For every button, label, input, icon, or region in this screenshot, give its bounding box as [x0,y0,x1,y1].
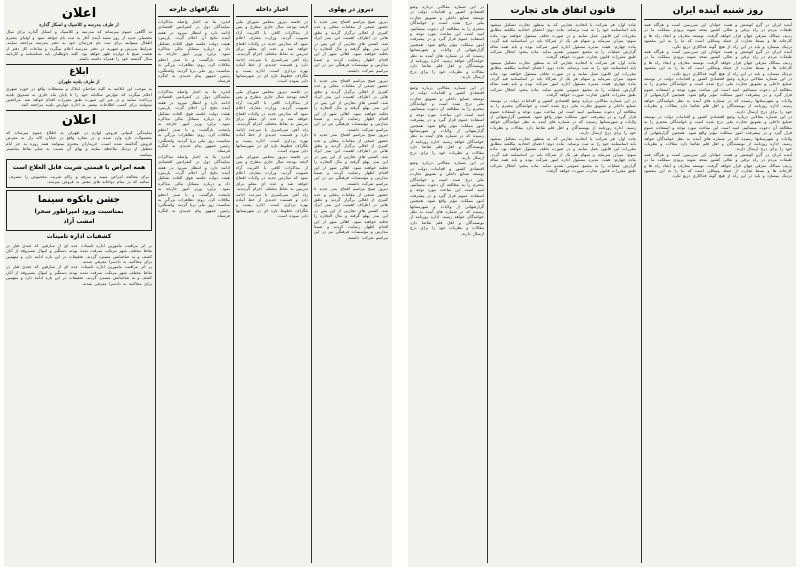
discoveries-body: بر اثر مراقبت مامورین اداره تامینات عده ای از سارقین که چندی قبل در نقاط مختلف شهر مرتکب سرقت شده بودند دستگیر و اموال مسروقه از آنان کشف و به صاحبانش مسترد گردید. تحقیقات در این باره ادامه دارد و متهمین برای محاکمه به دادسرا معرفی شدند. [6,242,152,264]
trade-law-body-cont3: ماده اول: هر شرکت یا اتحادیه تجارتی که به منظور تجارت تشکیل میشود باید اساسنامه خود را به ثبت برساند. ماده دوم: اعضای اتحادیه مکلفند مطابق مقررات این قانون عمل نمایند و در صورت تخلف مسئول خواهند بود. ماده سوم: میزان سرمایه و سهام هر یک از شرکاء باید در اساسنامه قید گردد. ماده چهارم: هیئت مدیره مسئول اداره امور شرکت بوده و باید همه ساله گزارش عملیات را به مجمع عمومی تقدیم نماید. ماده پنجم: انحلال شرکت طبق مقررات قانون تجارت صورت خواهد گرفت. [490,135,636,173]
column-iran-tomorrow [644,4,792,563]
column-pahlavi [314,4,388,563]
trade-law-body: ماده اول: هر شرکت یا اتحادیه تجارتی که به منظور تجارت تشکیل میشود باید اساسنامه خود را به ثبت برساند. ماده دوم: اعضای اتحادیه مکلفند مطابق مقررات این قانون عمل نمایند و در صورت تخلف مسئول خواهند بود. ماده سوم: میزان سرمایه و سهام هر یک از شرکاء باید در اساسنامه قید گردد. ماده چهارم: هیئت مدیره مسئول اداره امور شرکت بوده و باید همه ساله گزارش عملیات را به مجمع عمومی تقدیم نماید. ماده پنجم: انحلال شرکت طبق مقررات قانون تجارت صورت خواهد گرفت. [490,22,636,60]
page-gutter [392,0,408,567]
misc-body-cont: در این شماره مقالاتی درباره وضع اقتصادی کشور و اقدامات دولت در توسعه صنایع داخلی و تشویق تجارت ملی درج شده است و خوانندگان محترم را به مطالعه آن دعوت مینمائیم. امید است این مباحث مورد توجه و استفاده عموم قرار گیرد و در پیشرفت امور مملکت مؤثر واقع شود. همچنین گزارشهائی از ولایات و شهرستانها رسیده که در شماره های آینده به نظر خوانندگان خواهد رسید. اداره روزنامه از نویسندگان و اهل قلم تقاضا دارد مقالات و نظریات خود را برای درج ارسال دارند. [410,84,484,160]
domestic-body-cont2: در جلسه دیروز مجلس شورای ملی لایحه بودجه سال جاری مطرح و پس از مذاکرات کافی با اکثریت آراء تصویب گردید. وزارت معارف اعلام نمود که مدارس جدید در ولایات افتتاح خواهد شد و عده ای معلم برای تدریس به نقاط مختلف اعزام گردیدند. راه آهن سرتاسری با سرعت ادامه دارد و قسمت جدیدی از خط آماده بهره برداری است. اداره پست و تلگراف خطوط تازه ای در شهرستانها دایر نموده است. [236,153,308,219]
notice-heading: ابلاغ [69,66,89,77]
notice-subtitle: از طرف بلدیه طهران [58,79,100,85]
foreign-body-cont2: لندن: بنا به اخبار واصله مذاکرات نمایندگان دول در کنفرانس اقتصادی ادامه دارد و انتظار میرود در هفته آینده نتایج آن اعلام گردد. پاریس: هیئت دولت جلسه فوق العاده تشکیل داد و درباره مسائل مالی مذاکره نمود. برلن: وزیر امور خارجه به پایتخت بازگشت و با صدر اعظم ملاقات کرد. روم: تظاهرات بزرگی به مناسبت روز ملی برپا گردید. واشنگتن: رئیس جمهور پیام جدیدی به کنگره فرستاد. [158,153,230,219]
discoveries-body-cont: بر اثر مراقبت مامورین اداره تامینات عده ای از سارقین که چندی قبل در نقاط مختلف شهر مرتکب سرقت شده بودند دستگیر و اموال مسروقه از آنان کشف و به صاحبانش مسترد گردید. تحقیقات در این باره ادامه دارد و متهمین برای محاکمه به دادسرا معرفی شدند. [6,264,152,286]
announcement-1-title: از طرف مدرسه و کلاسیک و اسکار گذاره [39,23,119,28]
trade-law-body-cont: ماده اول: هر شرکت یا اتحادیه تجارتی که به منظور تجارت تشکیل میشود باید اساسنامه خود را به ثبت برساند. ماده دوم: اعضای اتحادیه مکلفند مطابق مقررات این قانون عمل نمایند و در صورت تخلف مسئول خواهند بود. ماده سوم: میزان سرمایه و سهام هر یک از شرکاء باید در اساسنامه قید گردد. ماده چهارم: هیئت مدیره مسئول اداره امور شرکت بوده و باید همه ساله گزارش عملیات را به مجمع عمومی تقدیم نماید. ماده پنجم: انحلال شرکت طبق مقررات قانون تجارت صورت خواهد گرفت. [490,59,636,98]
iran-tomorrow-heading: روز شنبه آینده ایران [672,6,764,16]
celebration-line3: امشب آزاد [63,217,95,225]
pahlavi-body-cont2: دیروز صبح مراسم افتتاح بندر جدید با حضور جمعی از مقامات محلی و عده کثیری از اهالی برگزار گردید و نطق هائی در اطراف اهمیت این بندر ایراد شد. کشتی های تجارتی از این پس در این بندر پهلو گرفته و مال التجاره را تخلیه خواهند نمود. اهالی شهر از این اقدام اظهار رضایت کردند و ضمنا مدارس و مؤسسات فرهنگی نیز در این مراسم شرکت داشتند. [314,132,388,186]
discoveries-heading: کشفیات اداره تامینات [46,232,112,240]
right-newspaper-page [408,0,796,567]
announcement-2-heading: اعلان [61,112,97,128]
celebration-line2: بمناسبت ورود امپراطور سحرا [34,207,124,215]
announcement-1-body: به آگاهی عموم میرساند که مدرسه و کلاسیک و اسکار گذاره برای سال تحصیلی جدید از روز شنبه آینده آغاز به ثبت نام خواهد نمود و اولیای محترم اطفال میتوانند برای ثبت نام فرزندان خود به دفتر مدرسه مراجعه نمایند. شرایط پذیرش و شهریه در دفتر مدرسه اعلام میگردد و ساعات کار دفتر از هشت صبح تا دوازده ظهر خواهد بود. کلیه داوطلبان باید شناسنامه و کارنامه سال گذشته خود را همراه داشته باشند. [6,29,152,62]
pahlavi-body-cont: دیروز صبح مراسم افتتاح بندر جدید با حضور جمعی از مقامات محلی و عده کثیری از اهالی برگزار گردید و نطق هائی در اطراف اهمیت این بندر ایراد شد. کشتی های تجارتی از این پس در این بندر پهلو گرفته و مال التجاره را تخلیه خواهند نمود. اهالی شهر از این اقدام اظهار رضایت کردند و ضمنا مدارس و مؤسسات فرهنگی نیز در این مراسم شرکت داشتند. [314,78,388,132]
trade-law-body-cont2: در این شماره مقالاتی درباره وضع اقتصادی کشور و اقدامات دولت در توسعه صنایع داخلی و تشویق تجارت ملی درج شده است و خوانندگان محترم را به مطالعه آن دعوت مینمائیم. امید است این مباحث مورد توجه و استفاده عموم قرار گیرد و در پیشرفت امور مملکت مؤثر واقع شود. همچنین گزارشهائی از ولایات و شهرستانها رسیده که در شماره های آینده به نظر خوانندگان خواهد رسید. اداره روزنامه از نویسندگان و اهل قلم تقاضا دارد مقالات و نظریات خود را برای درج ارسال دارند. [490,97,636,136]
domestic-body: در جلسه دیروز مجلس شورای ملی لایحه بودجه سال جاری مطرح و پس از مذاکرات کافی با اکثریت آراء تصویب گردید. وزارت معارف اعلام نمود که مدارس جدید در ولایات افتتاح خواهد شد و عده ای معلم برای تدریس به نقاط مختلف اعزام گردیدند. راه آهن سرتاسری با سرعت ادامه دارد و قسمت جدیدی از خط آماده بهره برداری است. اداره پست و تلگراف خطوط تازه ای در شهرستانها دایر نموده است. [236,19,308,84]
foreign-heading: تلگرافهای خارجه [169,6,219,13]
iran-tomorrow-body-cont2: در این شماره مقالاتی درباره وضع اقتصادی کشور و اقدامات دولت در توسعه صنایع داخلی و تشویق تجارت ملی درج شده است و خوانندگان محترم را به مطالعه آن دعوت مینمائیم. امید است این مباحث مورد توجه و استفاده عموم قرار گیرد و در پیشرفت امور مملکت مؤثر واقع شود. همچنین گزارشهائی از ولایات و شهرستانها رسیده که در شماره های آینده به نظر خوانندگان خواهد رسید. اداره روزنامه از نویسندگان و اهل قلم تقاضا دارد مقالات و نظریات خود را برای درج ارسال دارند. [644,76,792,114]
iran-tomorrow-body: آینده ایران در گرو کوشش و همت جوانان این سرزمین است و هرگاه همه طبقات مردم در راه ترقی و تعالی کشور متحد شوند بزودی مملکت ما در ردیف ممالک مترقی جهان قرار خواهد گرفت. توسعه معارف و ایجاد راه ها و کارخانه ها و بسط تجارت از جمله وسائلی است که ما را به این مقصود نزدیک میسازد و باید در این راه از هیچ گونه فداکاری دریغ نکرد. [644,22,792,49]
column-foreign [158,4,230,563]
foreign-body: لندن: بنا به اخبار واصله مذاکرات نمایندگان دول در کنفرانس اقتصادی ادامه دارد و انتظار میرود در هفته آینده نتایج آن اعلام گردد. پاریس: هیئت دولت جلسه فوق العاده تشکیل داد و درباره مسائل مالی مذاکره نمود. برلن: وزیر امور خارجه به پایتخت بازگشت و با صدر اعظم ملاقات کرد. روم: تظاهرات بزرگی به مناسبت روز ملی برپا گردید. واشنگتن: رئیس جمهور پیام جدیدی به کنگره فرستاد. [158,19,230,84]
column-misc [410,4,484,563]
celebration-ad [6,190,152,231]
column-trade-law [490,4,636,563]
medicine-ad [6,159,152,188]
domestic-body-cont: در جلسه دیروز مجلس شورای ملی لایحه بودجه سال جاری مطرح و پس از مذاکرات کافی با اکثریت آراء تصویب گردید. وزارت معارف اعلام نمود که مدارس جدید در ولایات افتتاح خواهد شد و عده ای معلم برای تدریس به نقاط مختلف اعزام گردیدند. راه آهن سرتاسری با سرعت ادامه دارد و قسمت جدیدی از خط آماده بهره برداری است. اداره پست و تلگراف خطوط تازه ای در شهرستانها دایر نموده است. [236,88,308,154]
iran-tomorrow-body-cont4: آینده ایران در گرو کوشش و همت جوانان این سرزمین است و هرگاه همه طبقات مردم در راه ترقی و تعالی کشور متحد شوند بزودی مملکت ما در ردیف ممالک مترقی جهان قرار خواهد گرفت. توسعه معارف و ایجاد راه ها و کارخانه ها و بسط تجارت از جمله وسائلی است که ما را به این مقصود نزدیک میسازد و باید در این راه از هیچ گونه فداکاری دریغ نکرد. [644,151,792,179]
domestic-heading: اخبار داخله [255,6,289,13]
pahlavi-body-cont3: دیروز صبح مراسم افتتاح بندر جدید با حضور جمعی از مقامات محلی و عده کثیری از اهالی برگزار گردید و نطق هائی در اطراف اهمیت این بندر ایراد شد. کشتی های تجارتی از این پس در این بندر پهلو گرفته و مال التجاره را تخلیه خواهند نمود. اهالی شهر از این اقدام اظهار رضایت کردند و ضمنا مدارس و مؤسسات فرهنگی نیز در این مراسم شرکت داشتند. [314,186,388,240]
column-domestic [236,4,308,563]
celebration-line1: جشن بانکوه سینما [38,194,120,205]
misc-body-cont2: در این شماره مقالاتی درباره وضع اقتصادی کشور و اقدامات دولت در توسعه صنایع داخلی و تشویق تجارت ملی درج شده است و خوانندگان محترم را به مطالعه آن دعوت مینمائیم. امید است این مباحث مورد توجه و استفاده عموم قرار گیرد و در پیشرفت امور مملکت مؤثر واقع شود. همچنین گزارشهائی از ولایات و شهرستانها رسیده که در شماره های آینده به نظر خوانندگان خواهد رسید. اداره روزنامه از نویسندگان و اهل قلم تقاضا دارد مقالات و نظریات خود را برای درج ارسال دارند. [410,160,484,236]
misc-body: در این شماره مقالاتی درباره وضع اقتصادی کشور و اقدامات دولت در توسعه صنایع داخلی و تشویق تجارت ملی درج شده است و خوانندگان محترم را به مطالعه آن دعوت مینمائیم. امید است این مباحث مورد توجه و استفاده عموم قرار گیرد و در پیشرفت امور مملکت مؤثر واقع شود. همچنین گزارشهائی از ولایات و شهرستانها رسیده که در شماره های آینده به نظر خوانندگان خواهد رسید. اداره روزنامه از نویسندگان و اهل قلم تقاضا دارد مقالات و نظریات خود را برای درج ارسال دارند. [410,4,484,80]
pahlavi-heading: دیروز در پهلوی [328,6,374,13]
trade-law-heading: قانون اتفاق های تجارت [510,6,616,16]
iran-tomorrow-body-cont: آینده ایران در گرو کوشش و همت جوانان این سرزمین است و هرگاه همه طبقات مردم در راه ترقی و تعالی کشور متحد شوند بزودی مملکت ما در ردیف ممالک مترقی جهان قرار خواهد گرفت. توسعه معارف و ایجاد راه ها و کارخانه ها و بسط تجارت از جمله وسائلی است که ما را به این مقصود نزدیک میسازد و باید در این راه از هیچ گونه فداکاری دریغ نکرد. [644,49,792,76]
pahlavi-body: دیروز صبح مراسم افتتاح بندر جدید با حضور جمعی از مقامات محلی و عده کثیری از اهالی برگزار گردید و نطق هائی در اطراف اهمیت این بندر ایراد شد. کشتی های تجارتی از این پس در این بندر پهلو گرفته و مال التجاره را تخلیه خواهند نمود. اهالی شهر از این اقدام اظهار رضایت کردند و ضمنا مدارس و مؤسسات فرهنگی نیز در این مراسم شرکت داشتند. [314,19,388,73]
column-announcements [6,4,152,563]
announcement-1-heading: اعلان [61,6,97,21]
notice-body: به موجب این ابلاغیه به کلیه صاحبان املاک و مستغلات واقع در حوزه شهری اعلام میگردد که عوارض سالیانه خود را تا پایان ماه جاری به صندوق بلدیه پرداخت نمایند و در غیر این صورت طبق مقررات اقدام خواهد شد. مراجعین میتوانند برای کسب اطلاعات بیشتر به اداره عوارض بلدیه مراجعه کنند. [6,86,152,108]
left-newspaper-page [4,0,392,567]
medicine-ad-body: برای معالجه امراض سینه و سرفه و زکام شربت مخصوص را مصرف نمائید که در تمام دواخانه های معتبر به فروش میرسد. [9,173,149,185]
announcement-2-body: نمایندگی کمپانی فروش لوازم در طهران به اطلاع عموم میرساند که محصولات تازه وارد شده و در مغازه واقع در خیابان لاله زار به معرض فروش گذاشته شده است. خریداران محترم میتوانند همه روزه به جز ایام تعطیل از نزدیک ملاحظه نمایند و بهای آن نسبت به سایر نقاط مناسبتر میباشد. [6,129,152,157]
foreign-body-cont: لندن: بنا به اخبار واصله مذاکرات نمایندگان دول در کنفرانس اقتصادی ادامه دارد و انتظار میرود در هفته آینده نتایج آن اعلام گردد. پاریس: هیئت دولت جلسه فوق العاده تشکیل داد و درباره مسائل مالی مذاکره نمود. برلن: وزیر امور خارجه به پایتخت بازگشت و با صدر اعظم ملاقات کرد. روم: تظاهرات بزرگی به مناسبت روز ملی برپا گردید. واشنگتن: رئیس جمهور پیام جدیدی به کنگره فرستاد. [158,88,230,154]
medicine-ad-title: همه امراض با قیمتی شربت قابل العلاج است [12,163,146,171]
iran-tomorrow-body-cont3: در این شماره مقالاتی درباره وضع اقتصادی کشور و اقدامات دولت در توسعه صنایع داخلی و تشویق تجارت ملی درج شده است و خوانندگان محترم را به مطالعه آن دعوت مینمائیم. امید است این مباحث مورد توجه و استفاده عموم قرار گیرد و در پیشرفت امور مملکت مؤثر واقع شود. همچنین گزارشهائی از ولایات و شهرستانها رسیده که در شماره های آینده به نظر خوانندگان خواهد رسید. اداره روزنامه از نویسندگان و اهل قلم تقاضا دارد مقالات و نظریات خود را برای درج ارسال دارند. [644,113,792,152]
